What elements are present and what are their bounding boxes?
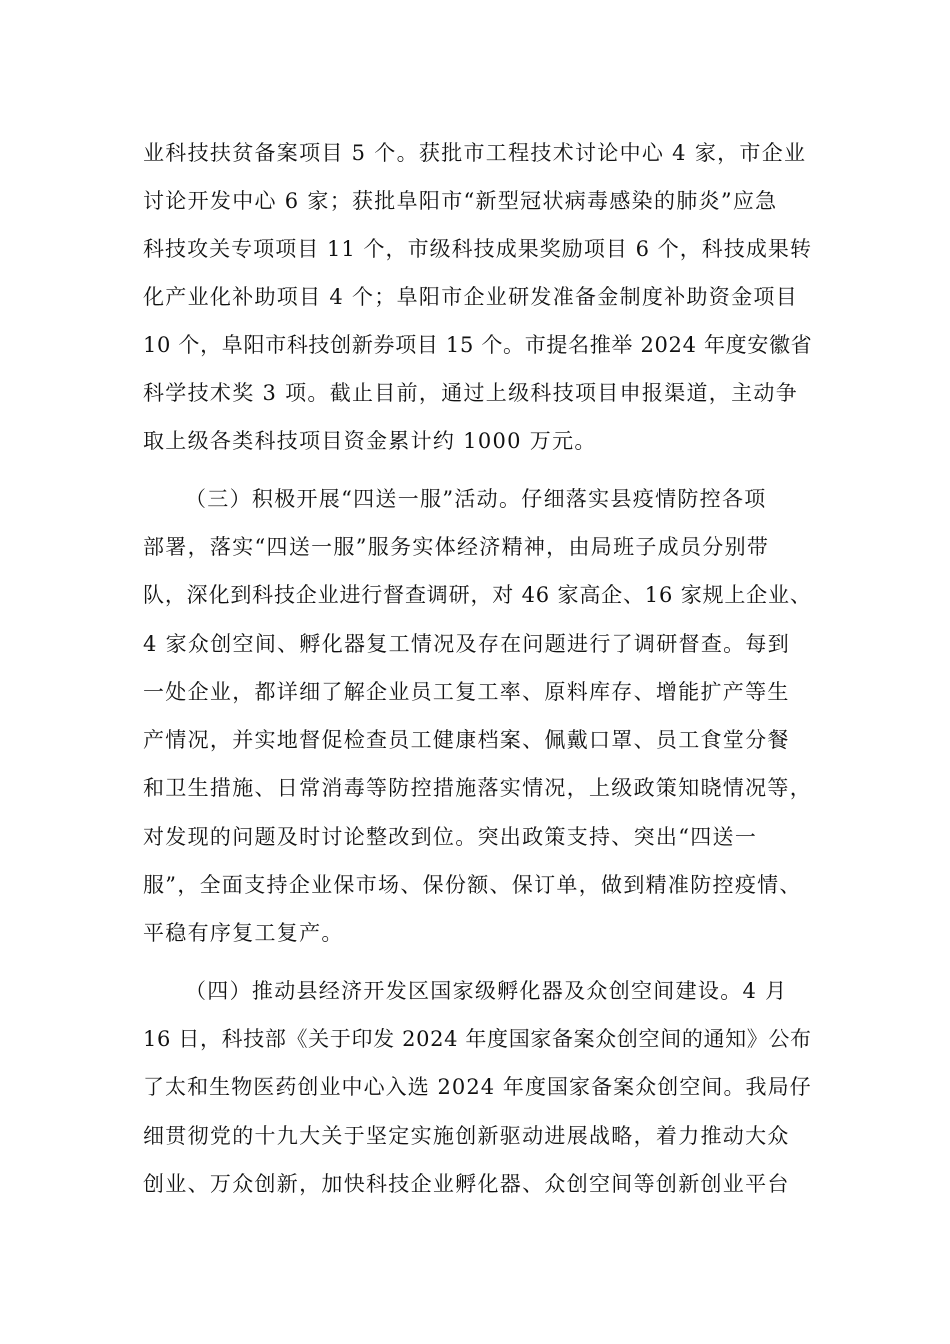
text-line: 服”，全面支持企业保市场、保份额、保订单，做到精准防控疫情、 (143, 873, 802, 897)
text-line: 化产业化补助项目 4 个；阜阳市企业研发准备金制度补助资金项目 (143, 285, 799, 309)
text-line: 创业、万众创新，加快科技企业孵化器、众创空间等创新创业平台 (143, 1172, 790, 1196)
text-line: 平稳有序复工复产。 (143, 921, 344, 945)
paragraph-heading-3: （三）积极开展“四送一服”活动。仔细落实县疫情防控各项 (185, 487, 767, 511)
paragraph-heading-4: （四）推动县经济开发区国家级孵化器及众创空间建设。4 月 (185, 979, 788, 1003)
text-line: 科技攻关专项项目 11 个，市级科技成果奖励项目 6 个，科技成果转 (143, 237, 812, 261)
text-line: 部署，落实“四送一服”服务实体经济精神，由局班子成员分别带 (143, 535, 770, 559)
text-line: 16 日，科技部《关于印发 2024 年度国家备案众创空间的通知》公布 (143, 1027, 812, 1051)
text-line: 队，深化到科技企业进行督查调研，对 46 家高企、16 家规上企业、 (143, 583, 812, 607)
text-line: 科学技术奖 3 项。截止目前，通过上级科技项目申报渠道，主动争 (143, 381, 799, 405)
text-line: 业科技扶贫备案项目 5 个。获批市工程技术讨论中心 4 家，市企业 (143, 141, 807, 165)
text-line: 10 个，阜阳市科技创新券项目 15 个。市提名推举 2024 年度安徽省 (143, 333, 813, 357)
text-line: 一处企业，都详细了解企业员工复工率、原料库存、增能扩产等生 (143, 680, 790, 704)
text-line: 取上级各类科技项目资金累计约 1000 万元。 (143, 429, 597, 453)
text-line: 和卫生措施、日常消毒等防控措施落实情况，上级政策知晓情况等， (143, 776, 812, 800)
text-line: 细贯彻党的十九大关于坚定实施创新驱动进展战略，着力推动大众 (143, 1124, 790, 1148)
text-line: 对发现的问题及时讨论整改到位。突出政策支持、突出“四送一 (143, 825, 758, 849)
text-line: 讨论开发中心 6 家；获批阜阳市“新型冠状病毒感染的肺炎”应急 (143, 189, 778, 213)
text-line: 4 家众创空间、孵化器复工情况及存在问题进行了调研督查。每到 (143, 632, 791, 656)
text-line: 产情况，并实地督促检查员工健康档案、佩戴口罩、员工食堂分餐 (143, 728, 790, 752)
text-line: 了太和生物医药创业中心入选 2024 年度国家备案众创空间。我局仔 (143, 1075, 812, 1099)
